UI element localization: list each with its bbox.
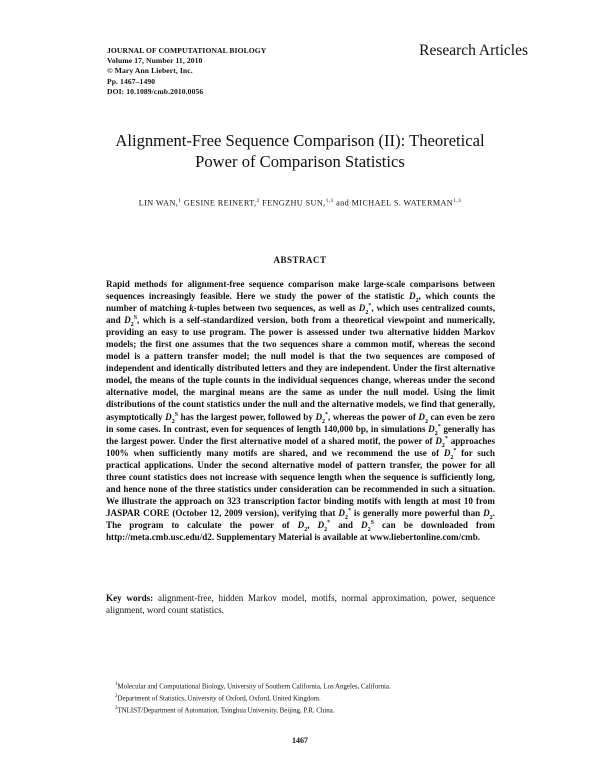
footnote: $^2$Department of Statistics, University of Oxford, Oxford, United Kingdom. <box>115 693 321 703</box>
journal-pages: Pp. 1467–1490 <box>107 76 156 86</box>
affiliation-footnotes <box>115 680 391 716</box>
footnote: $^3$TNLIST/Department of Automation, Tsinghua University, Beijing, P.R. China. <box>115 705 335 715</box>
keywords-label: Key words: <box>106 593 154 603</box>
keywords-text: alignment-free, hidden Markov model, motifs, normal approximation, power, sequence alignment, word count statistics. <box>106 593 495 615</box>
journal-copyright: © Mary Ann Liebert, Inc. <box>107 66 193 76</box>
author-affiliation: 1 <box>178 198 182 204</box>
keywords <box>106 592 495 616</box>
journal-doi: DOI: 10.1089/cmb.2010.0056 <box>107 86 204 96</box>
author-name: GESINE REINERT, <box>183 198 257 208</box>
author-affiliation: 1,3 <box>453 198 462 204</box>
abstract-body: Rapid methods for alignment-free sequence comparison make large-scale comparisons between sequences increasingly feasible. Here we study the power of the statistic $D_2$, which counts the number of matching k-tuples between two sequences, as well as $D_2^*$, which uses centralized counts, and $D_2^S$, which is a self-standardized version, both from a theoretical viewpoint and numerically, providing an easy to use program. The power is assessed under two alternative hidden Markov models; the first one assumes that the two sequences share a common motif, whereas the second model is a pattern transfer model; the null model is that the two sequences are composed of independent and identically distributed letters and they are independent. Under the first alternative model, the means of the tuple counts in the individual sequences change, whereas under the second alternative model, the marginal means are the same as under the null model. Using the limit distributions of the count statistics under the null and the alternative models, we find that generally, asymptotically $D_2^S$ has the largest power, followed by $D_2^*$, whereas the power of $D_2$ can even be zero in some cases. In contrast, even for sequences of length 140,000 bp, in simulations $D_2^*$ generally has the largest power. Under the first alternative model of a shared motif, the power of $D_2^*$ approaches 100% when sufficiently many motifs are shared, and we recommend the use of $D_2^*$ for such practical applications. Under the second alternative model of pattern transfer, the power for all three count statistics does not increase with sequence length when the sequence is sufficiently long, and hence none of the three statistics under consideration can be recommended in such a situation. We illustrate the approach on 323 transcription factor binding motifs with length at most 10 from JASPAR CORE (October 12, 2009 version), verifying that $D_2^*$ is generally more powerful than $D_2$. The program to calculate the power of $D_2$, $D_2^*$ and $D_2^S$ can be downloaded from http://meta.cmb.usc.edu/d2. Supplementary Material is available at www.liebertonline.com/cmb. <box>106 279 496 542</box>
author-list <box>60 198 540 208</box>
title-line-2: Power of Comparison Statistics <box>195 152 405 171</box>
author-name: LIN WAN, <box>138 198 179 208</box>
section-label: Research Articles <box>419 42 528 59</box>
author-affiliation: 2 <box>256 198 260 204</box>
author-name: and MICHAEL S. WATERMAN <box>336 198 454 208</box>
journal-volume: Volume 17, Number 11, 2010 <box>107 56 203 66</box>
abstract-heading: ABSTRACT <box>273 255 327 265</box>
footnote: $^1$Molecular and Computational Biology, University of Southern California, Los Angeles, California. <box>115 682 391 691</box>
paper-title <box>60 130 540 172</box>
journal-info <box>107 46 266 97</box>
author-name: FENGZHU SUN, <box>262 198 326 208</box>
page-number: 1467 <box>292 736 308 745</box>
title-line-1: Alignment-Free Sequence Comparison (II): Theoretical <box>115 131 485 150</box>
journal-name: JOURNAL OF COMPUTATIONAL BIOLOGY <box>107 46 267 55</box>
author-affiliation: 1,3 <box>325 198 334 204</box>
